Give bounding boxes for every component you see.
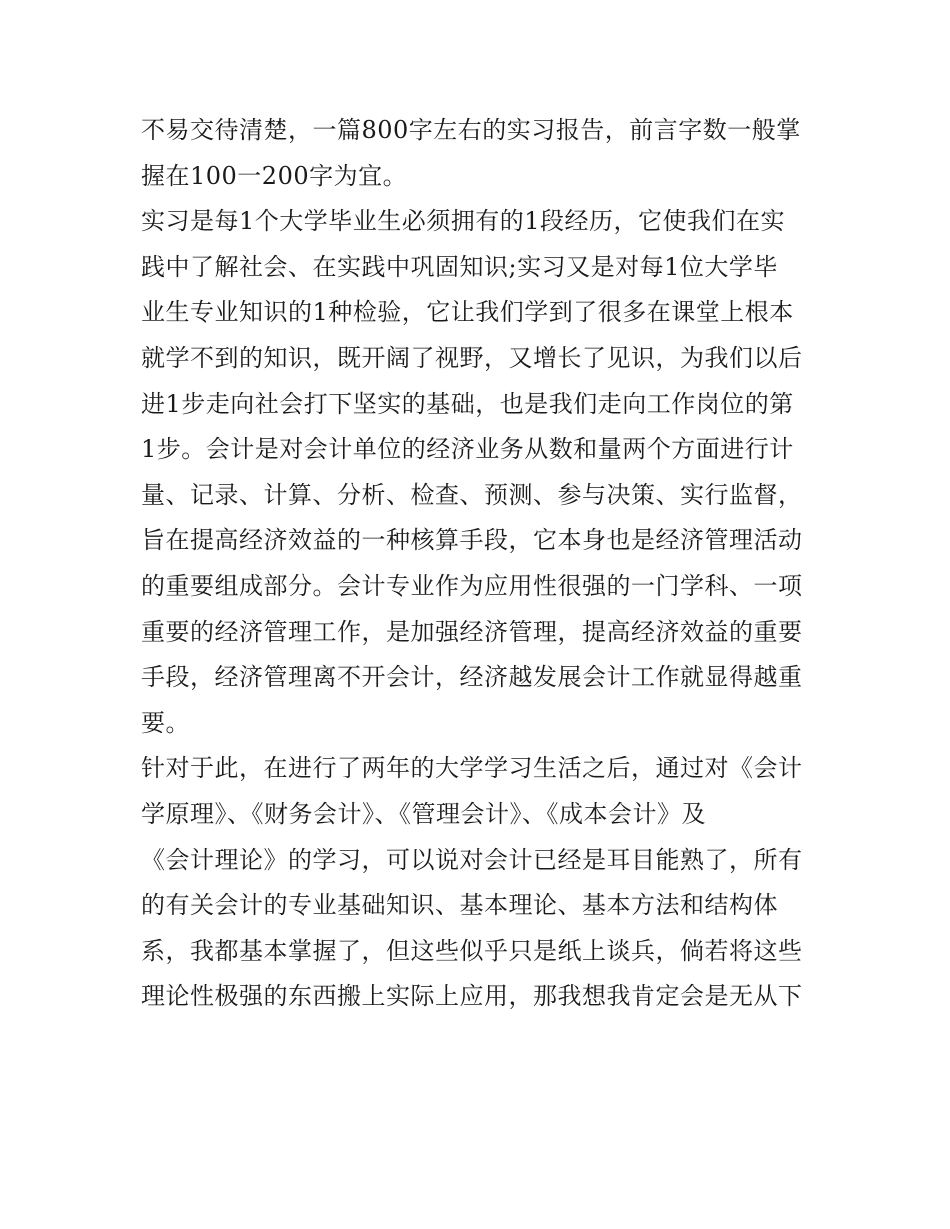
body-text: [141, 108, 821, 1020]
text-line: 量、记录、计算、分析、检查、预测、参与决策、实行监督，: [141, 480, 803, 509]
text-line: 的重要组成部分。会计专业作为应用性很强的一门学科、一项: [141, 571, 803, 600]
text-line: 握在100一200字为宜。: [141, 161, 408, 190]
text-line: 要。: [141, 708, 190, 737]
text-line: 的有关会计的专业基础知识、基本理论、基本方法和结构体: [141, 891, 778, 920]
text-line: 1步。会计是对会计单位的经济业务从数和量两个方面进行计: [141, 435, 794, 464]
text-line: 进1步走向社会打下坚实的基础，也是我们走向工作岗位的第: [141, 389, 794, 418]
text-line: 学原理》、《财务会计》、《管理会计》、《成本会计》及: [141, 799, 706, 828]
text-line: 不易交待清楚，一篇800字左右的实习报告，前言字数一般掌: [141, 116, 801, 144]
text-line: 重要的经济管理工作，是加强经济管理，提高经济效益的重要: [141, 617, 803, 646]
text-line: 理论性极强的东西搬上实际上应用，那我想我肯定会是无从下: [141, 982, 803, 1011]
text-line: 就学不到的知识，既开阔了视野，又增长了见识，为我们以后: [141, 343, 803, 372]
text-line: 系，我都基本掌握了，但这些似乎只是纸上谈兵，倘若将这些: [141, 936, 803, 965]
text-line: 手段，经济管理离不开会计，经济越发展会计工作就显得越重: [141, 663, 803, 692]
text-line: 践中了解社会、在实践中巩固知识;实习又是对每1位大学毕: [141, 252, 778, 281]
text-line: 针对于此，在进行了两年的大学学习生活之后，通过对《会计: [141, 754, 803, 783]
text-line: 旨在提高经济效益的一种核算手段，它本身也是经济管理活动: [141, 526, 803, 555]
text-line: 实习是每1个大学毕业生必须拥有的1段经历，它使我们在实: [141, 207, 786, 236]
text-line: 业生专业知识的1种检验，它让我们学到了很多在课堂上根本: [141, 298, 794, 327]
text-line: 《会计理论》的学习，可以说对会计已经是耳目能熟了，所有: [141, 845, 803, 874]
